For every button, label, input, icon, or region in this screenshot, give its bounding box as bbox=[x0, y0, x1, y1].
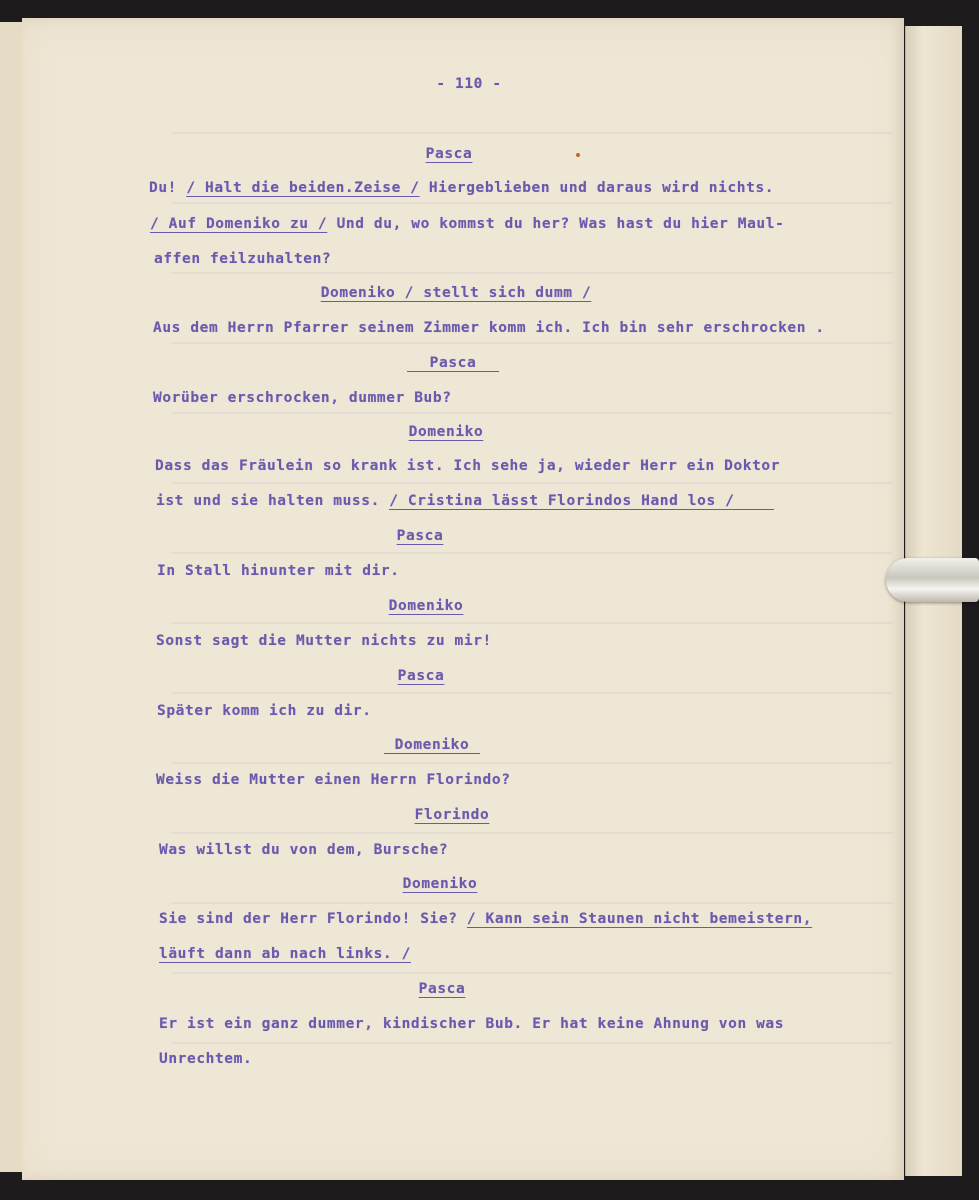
stage-direction: / Auf Domeniko zu / bbox=[150, 216, 328, 232]
dialogue-line bbox=[159, 911, 812, 927]
stage-direction: läuft dann ab nach links. / bbox=[159, 946, 411, 962]
speaker-domeniko: Domeniko bbox=[388, 598, 464, 614]
speaker-domeniko: Domeniko bbox=[408, 424, 484, 440]
speaker-florindo: Florindo bbox=[414, 807, 490, 823]
dialogue-text: ist und sie halten muss. bbox=[156, 493, 390, 509]
dialogue-line: affen feilzuhalten? bbox=[154, 251, 332, 267]
dialogue-line: In Stall hinunter mit dir. bbox=[157, 563, 400, 579]
speaker-domeniko: Domeniko bbox=[402, 876, 478, 892]
speaker-pasca: Pasca bbox=[397, 668, 445, 684]
dialogue-line: Worüber erschrocken, dummer Bub? bbox=[153, 390, 452, 406]
dialogue-line: Aus dem Herrn Pfarrer seinem Zimmer komm ich. Ich bin sehr erschrocken . bbox=[153, 320, 825, 336]
dialogue-line: Er ist ein ganz dummer, kindischer Bub. Er hat keine Ahnung von was bbox=[159, 1016, 785, 1032]
speaker-pasca: Pasca bbox=[425, 146, 473, 162]
dialogue-line: Dass das Fräulein so krank ist. Ich sehe ja, wieder Herr ein Doktor bbox=[155, 458, 781, 474]
dialogue-text: Und du, wo kommst du her? Was hast du hier Maul- bbox=[327, 216, 785, 232]
ink-spot bbox=[576, 153, 580, 157]
dialogue-text: Sie sind der Herr Florindo! Sie? bbox=[159, 911, 467, 927]
dialogue-line bbox=[150, 216, 784, 232]
stage-direction: / Halt die beiden.Zeise / bbox=[186, 180, 420, 196]
speaker-pasca: Pasca bbox=[396, 528, 444, 544]
typescript-page bbox=[22, 18, 904, 1180]
speaker-pasca bbox=[407, 355, 499, 372]
dialogue-line: Weiss die Mutter einen Herrn Florindo? bbox=[156, 772, 511, 788]
stage-direction: / Kann sein Staunen nicht bemeistern, bbox=[466, 911, 813, 927]
dialogue-line: Unrechtem. bbox=[159, 1051, 253, 1067]
dialogue-line bbox=[156, 493, 774, 510]
speaker-domeniko bbox=[384, 737, 480, 754]
speaker-name: Pasca bbox=[407, 355, 499, 372]
dialogue-line: Was willst du von dem, Bursche? bbox=[159, 842, 449, 858]
stage-direction: / Cristina lässt Florindos Hand los / bbox=[389, 493, 774, 510]
dialogue-line: Später komm ich zu dir. bbox=[157, 703, 372, 719]
dialogue-line bbox=[149, 180, 774, 196]
binder-clip bbox=[886, 558, 979, 602]
dialogue-text: Du! bbox=[149, 180, 187, 196]
dialogue-line: Sonst sagt die Mutter nichts zu mir! bbox=[156, 633, 492, 649]
dialogue-text: Hiergeblieben und daraus wird nichts. bbox=[419, 180, 775, 196]
dialogue-line bbox=[159, 946, 411, 962]
page-number: - 110 - bbox=[436, 76, 502, 92]
speaker-name: Domeniko bbox=[384, 737, 480, 754]
speaker-pasca: Pasca bbox=[418, 981, 466, 997]
speaker-domeniko-direction: Domeniko / stellt sich dumm / bbox=[320, 285, 592, 301]
